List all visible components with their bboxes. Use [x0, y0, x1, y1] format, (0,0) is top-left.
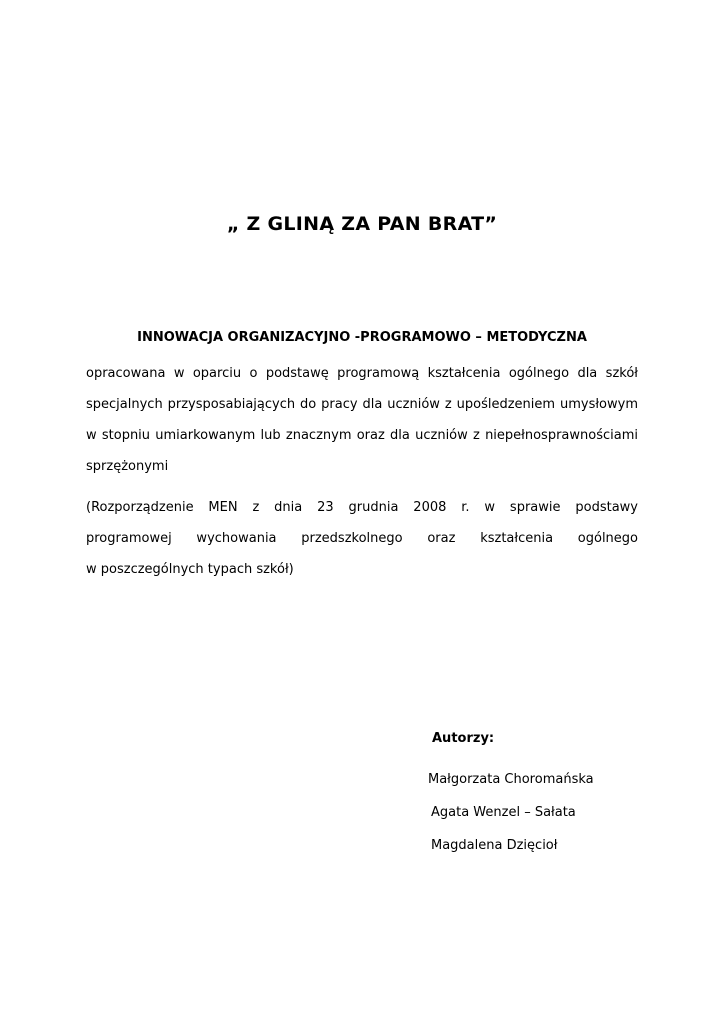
author-name: Małgorzata Choromańska [428, 772, 594, 787]
paragraph-line: w stopniu umiarkowanym lub znacznym oraz dla uczniów z niepełnosprawnościami [86, 428, 638, 443]
document-subtitle: INNOWACJA ORGANIZACYJNO -PROGRAMOWO – METODYCZNA [137, 330, 587, 345]
author-name: Magdalena Dzięcioł [431, 838, 558, 853]
paragraph-line: programowej wychowania przedszkolnego oraz kształcenia ogólnego [86, 531, 638, 546]
paragraph-line: w poszczególnych typach szkół) [86, 562, 294, 577]
paragraph-line: specjalnych przysposabiających do pracy dla uczniów z upośledzeniem umysłowym [86, 397, 638, 412]
document-title: „ Z GLINĄ ZA PAN BRAT” [226, 213, 498, 235]
authors-label: Autorzy: [432, 731, 495, 746]
author-name: Agata Wenzel – Sałata [431, 805, 576, 820]
regulation-paragraph [86, 492, 638, 585]
paragraph-line: opracowana w oparciu o podstawę programową kształcenia ogólnego dla szkół [86, 366, 638, 381]
description-paragraph [86, 358, 638, 482]
paragraph-line: (Rozporządzenie MEN z dnia 23 grudnia 2008 r. w sprawie podstawy [86, 500, 638, 515]
paragraph-line: sprzężonymi [86, 459, 169, 474]
